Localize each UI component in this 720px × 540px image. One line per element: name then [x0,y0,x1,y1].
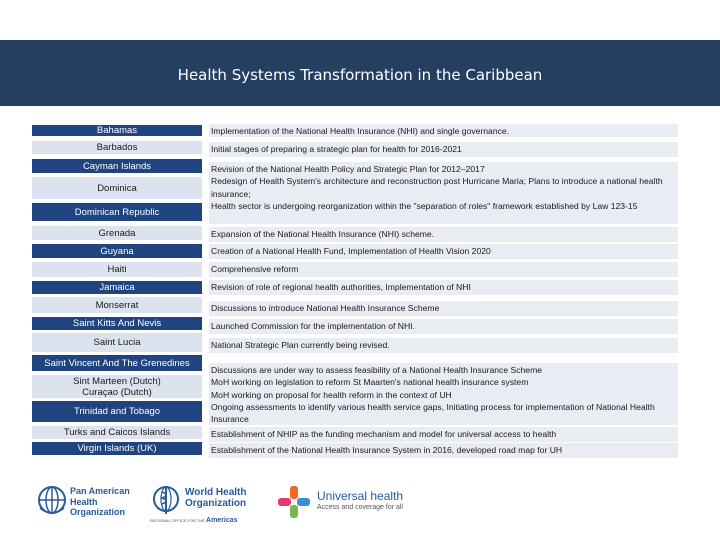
country-label-grenada: Grenada [32,226,202,240]
globe-icon [36,484,68,520]
description-svg-sxm-trinidad: Discussions are under way to assess feasibility of a National Health Insurance Scheme MoH working on legislation to reform St Maarten's national health insurance system MoH working on proposal for health reform in the context of UH Ongoing assessments to identify various health service gaps, Initiating process for implementation of National Health Insurance [209,363,678,425]
description-bahamas: Implementation of the National Health Insurance (NHI) and single governance. [209,124,678,137]
country-label-bahamas: Bahamas [32,125,202,136]
description-virgin-islands: Establishment of the National Health Insurance System in 2016, developed road map for UH [209,443,678,458]
country-label-saint-lucia: Saint Lucia [32,333,202,352]
description-turks-caicos: Establishment of NHIP as the funding mechanism and model for universal access to health [209,427,678,442]
country-label-turks-and-caicos: Turks and Caicos Islands [32,426,202,439]
footer-logos [0,478,720,528]
who-name-line2: Organization [185,498,247,509]
country-label-dominican-republic: Dominican Republic [32,203,202,221]
who-region-prefix: REGIONAL OFFICE FOR THE [150,518,205,523]
paho-logo [36,482,136,524]
description-barbados: Initial stages of preparing a strategic plan for health for 2016-2021 [209,142,678,157]
description-saint-kitts: Launched Commission for the implementation of NHI. [209,319,678,334]
header-banner [0,40,720,106]
country-label-guyana: Guyana [32,244,202,258]
country-label-monserrat: Monserrat [32,297,202,313]
country-label-saint-kitts-and-nevis: Saint Kitts And Nevis [32,317,202,330]
who-name-line1: World Health [185,487,247,498]
universal-health-title: Universal health [317,489,404,503]
who-region: Americas [206,517,238,524]
description-grenada: Expansion of the National Health Insurance (NHI) scheme. [209,227,678,242]
description-cayman-dominica-dr: Revision of the National Health Policy and Strategic Plan for 2012–2017 Redesign of Health System's architecture and reconstruction post Hurricane Maria; Plans to introduce a national health insurance; Health sector is undergoing reorganization within the "separation of roles" framework established by Law 123-15 [209,162,678,224]
description-saint-lucia: National Strategic Plan currently being revised. [209,338,678,353]
description-haiti: Comprehensive reform [209,262,678,277]
universal-health-cross-icon [276,484,312,520]
universal-health-logo [276,484,426,524]
description-monserrat: Discussions to introduce National Health Insurance Scheme [209,301,678,316]
country-label-trinidad-and-tobago: Trinidad and Tobago [32,401,202,422]
country-label-jamaica: Jamaica [32,281,202,294]
description-guyana: Creation of a National Health Fund, Implementation of Health Vision 2020 [209,244,678,259]
country-label-virgin-islands-uk: Virgin Islands (UK) [32,442,202,455]
who-emblem-icon [150,484,182,518]
country-label-saint-vincent: Saint Vincent And The Grenedines [32,355,202,371]
country-label-haiti: Haiti [32,262,202,277]
country-label-cayman-islands: Cayman Islands [32,159,202,173]
paho-name-line2: Health [70,496,98,507]
country-label-barbados: Barbados [32,141,202,154]
description-jamaica: Revision of role of regional health authorities, Implementation of NHI [209,280,678,295]
universal-health-tagline: Access and coverage for all [317,504,403,511]
paho-name-line3: Organization [70,507,126,517]
country-label-sint-marteen-curacao: Sint Marteen (Dutch) Curaçao (Dutch) [32,375,202,398]
country-label-dominica: Dominica [32,177,202,199]
who-logo [150,482,260,526]
paho-name-line1: Pan American [70,486,130,496]
page-title: Health Systems Transformation in the Caribbean [177,66,543,84]
